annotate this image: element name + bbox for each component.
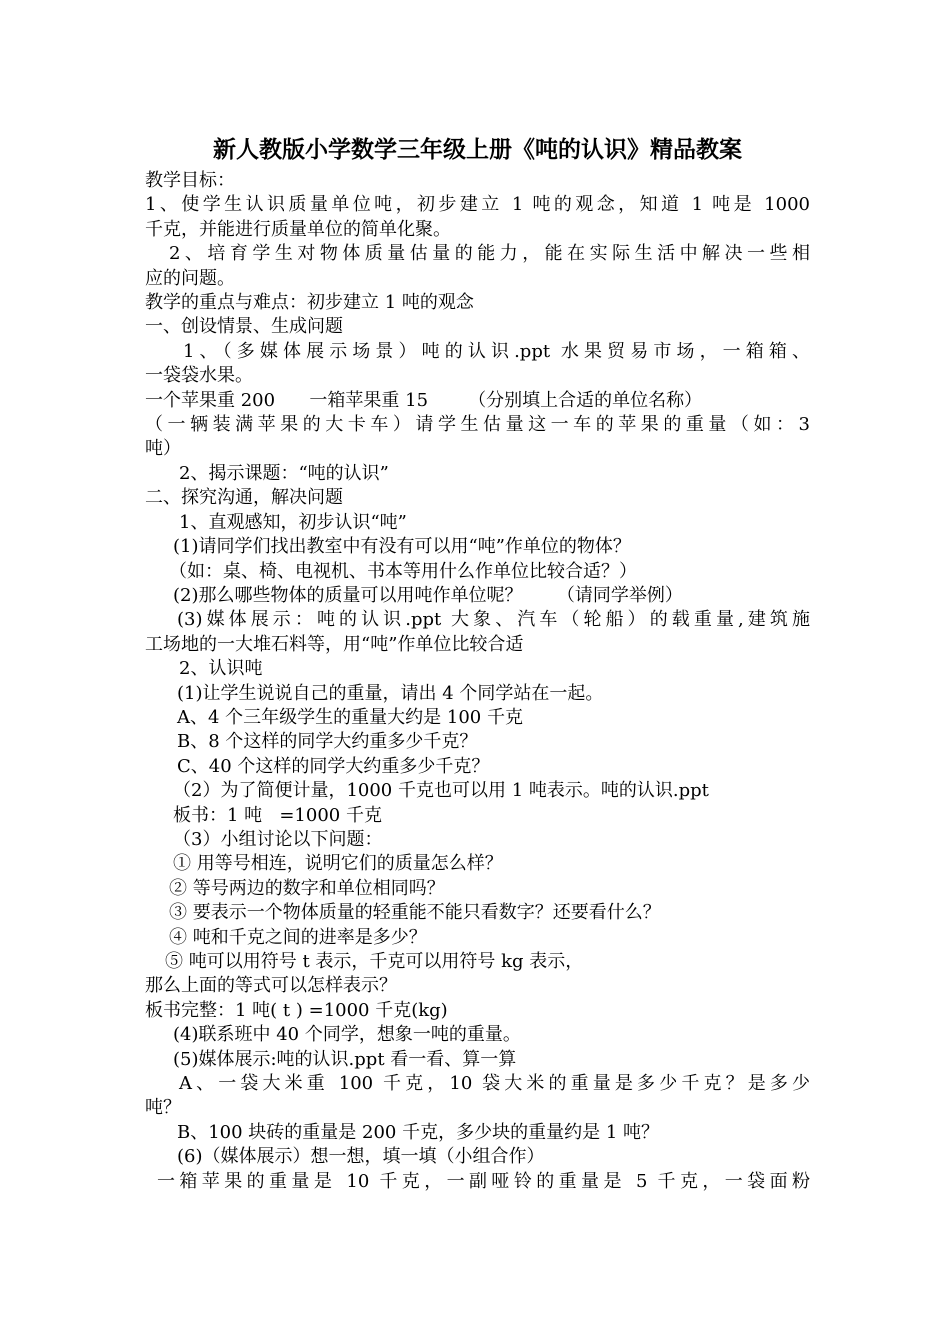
text-line: (1)请同学们找出教室中有没有可以用“吨”作单位的物体？: [173, 536, 631, 558]
text-line: (4)联系班中 40 个同学，想象一吨的重量。: [173, 1024, 521, 1046]
text-line: 2、揭示课题：“吨的认识”: [179, 462, 389, 484]
text-line: 一、创设情景、生成问题: [145, 316, 343, 338]
text-line: (2)那么哪些物体的质量可以用吨作单位呢？ （请同学举例）: [173, 584, 683, 606]
text-line: （如：桌、椅、电视机、书本等用什么作单位比较合适？）: [169, 560, 637, 582]
document-title: 新人教版小学数学三年级上册《吨的认识》精品教案: [213, 137, 742, 163]
text-line: ② 等号两边的数字和单位相同吗？: [169, 877, 445, 899]
text-line: (6)（媒体展示）想一想，填一填（小组合作）: [177, 1146, 545, 1168]
text-line: A、4 个三年级学生的重量大约是 100 千克: [177, 706, 523, 728]
text-line: 吨？: [145, 1097, 181, 1119]
text-line: ⑤ 吨可以用符号 t 表示，千克可以用符号 kg 表示，: [165, 951, 584, 972]
text-line: B、100 块砖的重量是 200 千克，多少块的重量约是 1 吨？: [177, 1121, 659, 1143]
text-line: (3)媒体展示：吨的认识.ppt 大象、汽车（轮船）的载重量,建筑施: [177, 609, 810, 631]
text-line: 千克，并能进行质量单位的简单化聚。: [145, 218, 451, 240]
text-line: 1、（多媒体展示场景）吨的认识.ppt 水果贸易市场，一箱箱、: [183, 340, 810, 362]
text-line: 二、探究沟通，解决问题: [145, 487, 343, 509]
text-line: (5)媒体展示:吨的认识.ppt 看一看、算一算: [173, 1048, 517, 1070]
text-line: （2）为了简便计量，1000 千克也可以用 1 吨表示。吨的认识.ppt: [173, 780, 709, 802]
text-line: 一个苹果重 200 一箱苹果重 15 （分别填上合适的单位名称）: [145, 389, 703, 411]
text-line: 教学的重点与难点：初步建立 1 吨的观念: [145, 292, 474, 314]
text-line: 2、认识吨: [179, 658, 263, 680]
text-line: ① 用等号相连，说明它们的质量怎么样？: [173, 853, 503, 875]
text-line: 吨）: [145, 438, 181, 460]
text-line: 1、使学生认识质量单位吨，初步建立 1 吨的观念，知道 1 吨是 1000: [145, 194, 810, 216]
text-line: 应的问题。: [145, 267, 235, 289]
text-line: ④ 吨和千克之间的进率是多少？: [169, 926, 427, 948]
text-line: 教学目标：: [145, 170, 235, 191]
text-line: 那么上面的等式可以怎样表示？: [145, 975, 397, 997]
text-line: （3）小组讨论以下问题：: [173, 828, 383, 850]
text-line: 板书：1 吨 =1000 千克: [173, 804, 382, 826]
text-line: C、40 个这样的同学大约重多少千克？: [177, 755, 490, 777]
text-line: （一辆装满苹果的大卡车）请学生估量这一车的苹果的重量（如：3: [145, 414, 810, 436]
text-line: 2、培育学生对物体质量估量的能力，能在实际生活中解决一些相: [169, 243, 810, 265]
text-line: A、一袋大米重 100 千克，10 袋大米的重量是多少千克？是多少: [179, 1073, 810, 1095]
text-line: 板书完整：1 吨( t ) =1000 千克(kg): [145, 999, 448, 1021]
text-line: 工场地的一大堆石料等，用“吨”作单位比较合适: [145, 633, 524, 655]
text-line: 一箱苹果的重量是 10 千克，一副哑铃的重量是 5 千克，一袋面粉: [157, 1170, 810, 1192]
text-line: (1)让学生说说自己的重量，请出 4 个同学站在一起。: [177, 682, 604, 704]
text-line: ③ 要表示一个物体质量的轻重能不能只看数字？还要看什么？: [169, 902, 661, 924]
text-line: 1、直观感知，初步认识“吨”: [179, 511, 407, 533]
text-line: B、8 个这样的同学大约重多少千克？: [177, 731, 478, 753]
text-line: 一袋袋水果。: [145, 365, 253, 387]
document-body: [145, 169, 810, 1194]
